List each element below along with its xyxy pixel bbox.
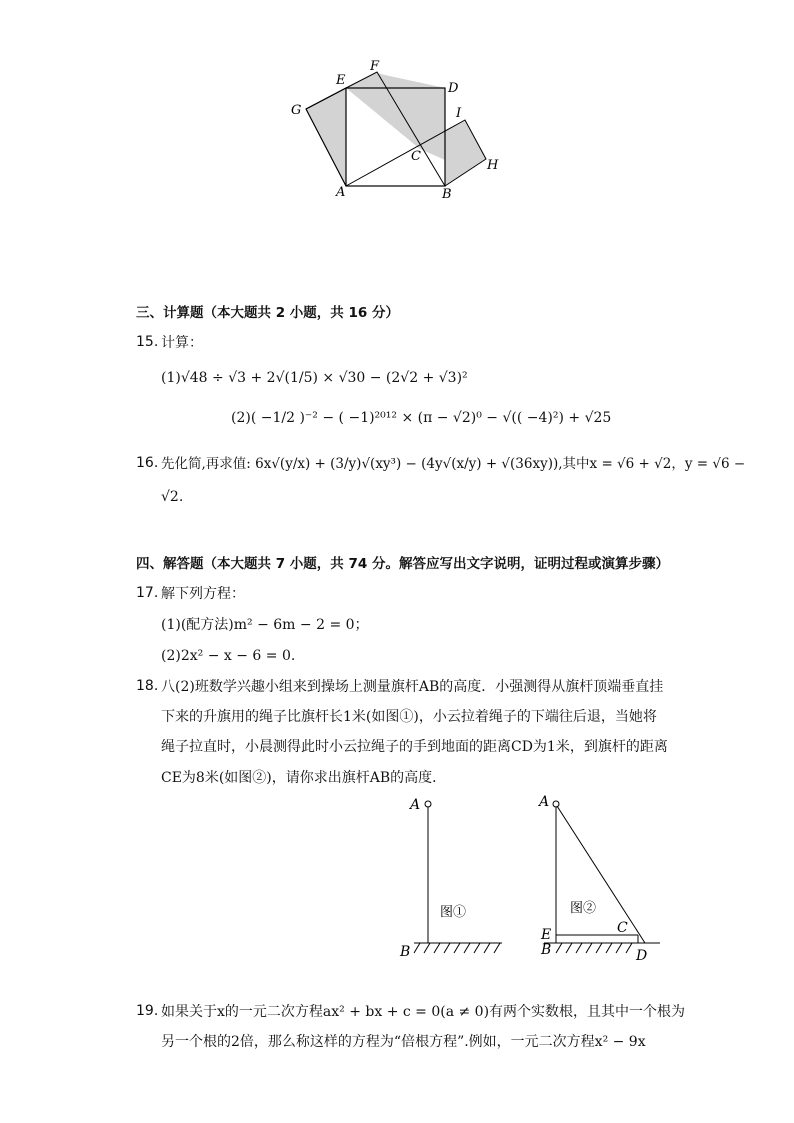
q16-text-cont: √2. — [161, 489, 184, 505]
label-e: E — [336, 73, 346, 88]
label-i: I — [456, 106, 462, 121]
q17-part1: (1)(配方法)m² − 6m − 2 = 0； — [161, 617, 369, 633]
q18-number: 18. — [136, 678, 159, 694]
label-b: B — [442, 187, 452, 202]
q19-line-2: 另一个根的2倍，那么称这样的方程为“倍根方程”.例如，一元二次方程x² − 9x — [161, 1034, 646, 1050]
label-g: G — [291, 103, 302, 118]
q16-number: 16. — [136, 455, 159, 471]
q15-part1: (1)√48 ÷ √3 + 2√(1/5) × √30 − (2√2 + √3)² — [161, 370, 468, 386]
q18-line-4: CE为8米(如图②)，请你求出旗杆AB的高度． — [161, 770, 447, 786]
section-4-header: 四、解答题（本大题共 7 小题，共 74 分。解答应写出文字说明，证明过程或演算步骤） — [136, 556, 669, 572]
label-h: H — [487, 158, 499, 173]
q16-text: 先化简,再求值: 6x√(y/x) + (3/y)√(xy³) − (4y√(x/y) + √(36xy)),其中x = √6 + √2，y = √6 − — [161, 456, 746, 472]
fig2-label-d: D — [636, 948, 648, 964]
q19-line-1: 如果关于x的一元二次方程ax² + bx + c = 0(a ≠ 0)有两个实数根，且其中一个根为 — [161, 1004, 686, 1020]
figure-1-flagpole — [395, 792, 510, 962]
q19-number: 19. — [136, 1003, 159, 1019]
label-d: D — [448, 81, 459, 96]
q17-number: 17. — [136, 585, 159, 601]
q15-part2: (2)( −1/2 )⁻² − ( −1)²⁰¹² × (π − √2)⁰ − √(( −4)²) + √25 — [231, 410, 612, 426]
fig2-label-e: E — [541, 927, 552, 943]
label-c: C — [411, 149, 421, 164]
figure-2-flagpole — [535, 790, 665, 965]
fig1-caption: 图① — [440, 905, 467, 920]
fig2-caption: 图② — [570, 901, 597, 916]
q18-line-2: 下来的升旗用的绳子比旗杆长1米(如图①)，小云拉着绳子的下端往后退，当她将 — [161, 709, 657, 725]
label-a: A — [336, 185, 346, 200]
fig2-label-a: A — [539, 794, 550, 810]
label-f: F — [370, 59, 380, 74]
q17-part2: (2)2x² − x − 6 = 0. — [161, 648, 296, 664]
fig2-label-b: B — [541, 942, 552, 958]
fig1-label-a: A — [410, 797, 421, 813]
q15-number: 15. — [136, 334, 159, 350]
q15-text: 计算： — [161, 335, 203, 351]
section-3-header: 三、计算题（本大题共 2 小题，共 16 分） — [136, 305, 399, 321]
q17-text: 解下列方程： — [161, 586, 245, 602]
figure-squares — [280, 55, 510, 205]
q18-line-3: 绳子拉直时，小晨测得此时小云拉绳子的手到地面的距离CD为1米，到旗杆的距离 — [161, 739, 668, 755]
fig1-label-b: B — [400, 944, 411, 960]
q18-line-1: 八(2)班数学兴趣小组来到操场上测量旗杆AB的高度．小强测得从旗杆顶端垂直挂 — [161, 679, 664, 695]
fig2-label-c: C — [617, 920, 628, 936]
